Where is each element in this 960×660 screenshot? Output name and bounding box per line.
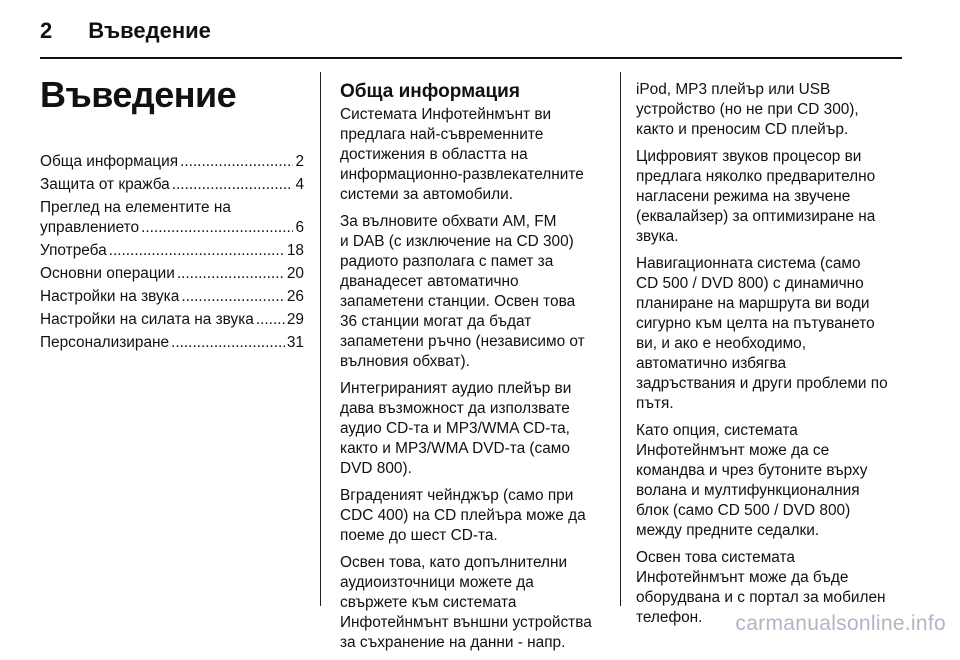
paragraph: Като опция, системата Инфотейнмънт може да се командва и чрез бутоните върху волана и мултифункционалния блок (само CD 500 / DVD 800) между предните седалки. (636, 422, 868, 539)
toc-label: Обща информация (40, 153, 179, 170)
section-heading: Обща информация (340, 81, 520, 102)
toc-entry-usage[interactable] (40, 241, 304, 261)
running-title: Въведение (88, 18, 211, 43)
toc-page: 26 (286, 288, 304, 305)
toc-entry-personalisation[interactable] (40, 333, 304, 353)
toc-label: Преглед на елементите на (40, 199, 231, 216)
toc-label: Персонализиране (40, 334, 170, 351)
toc-page: 4 (295, 176, 304, 193)
toc-page: 31 (286, 334, 304, 351)
paragraph: Навигационната система (само CD 500 / DVD 800) с динамично планиране на маршрута ви води сигурно към целта на пътуването ви, и ако е необходимо, автоматично избягва задръствания и други проблеми по пътя. (636, 255, 888, 412)
toc-label: Употреба (40, 242, 107, 259)
paragraph: Интегрираният аудио плейър ви дава възможност да използвате аудио CD-та и MP3/WMA CD-та, както и MP3/WMA DVD-та (само DVD 800). (340, 380, 572, 477)
toc-entry-controls-overview[interactable] (40, 198, 304, 238)
toc-page: 2 (295, 153, 304, 170)
toc-label-continued: управлението (40, 219, 140, 236)
paragraph: Освен това, като допълнителни аудиоизточници можете да свържете към системата Инфотейнмънт външни устройства за съхранение на данни - напр. (340, 554, 592, 651)
table-of-contents (40, 152, 304, 356)
paragraph: iPod, MP3 плейър или USB устройство (но не при CD 300), както и преносим CD плейър. (636, 81, 859, 138)
column-divider (620, 72, 621, 606)
toc-page: 18 (286, 242, 304, 259)
text-column-middle (340, 80, 610, 660)
toc-entry-basic-operation[interactable] (40, 264, 304, 284)
paragraph: Вграденият чейнджър (само при CDC 400) на CD плейъра може да поеме до шест CD-та. (340, 487, 586, 544)
toc-label: Настройки на силата на звука (40, 311, 254, 328)
toc-entry-volume-settings[interactable] (40, 310, 304, 330)
watermark: carmanualsonline.info (735, 612, 946, 635)
toc-page: 29 (286, 311, 304, 328)
column-divider (320, 72, 321, 606)
toc-label: Настройки на звука (40, 288, 180, 305)
paragraph: Цифровият звуков процесор ви предлага няколко предварително нагласени режима на звучене (еквалайзер) за оптимизиране на звука. (636, 148, 876, 245)
toc-entry-general-info[interactable] (40, 152, 304, 172)
toc-label: Основни операции (40, 265, 175, 282)
toc-label: Защита от кражба (40, 176, 170, 193)
running-head (40, 18, 211, 48)
toc-entry-tone-settings[interactable] (40, 287, 304, 307)
toc-entry-theft-protection[interactable] (40, 175, 304, 195)
paragraph: Системата Инфотейнмънт ви предлага най-съвременните достижения в областта на информационно-развлекателните системи за автомобили. (340, 106, 584, 203)
paragraph: За вълновите обхвати AM, FM и DAB (с изключение на CD 300) радиото разполага с памет за дванадесет автоматично запаметени станции. Освен това 36 станции могат да бъдат запаметени ръчно (независимо от вълновия обхват). (340, 213, 585, 370)
paragraph: Освен това системата Инфотейнмънт може да бъде оборудвана и с портал за мобилен телефон. (636, 549, 886, 626)
chapter-title: Въведение (40, 74, 237, 115)
toc-page: 20 (286, 265, 304, 282)
text-column-right (636, 80, 906, 635)
header-rule (40, 57, 902, 59)
page-number: 2 (40, 18, 53, 43)
toc-page: 6 (295, 219, 304, 236)
